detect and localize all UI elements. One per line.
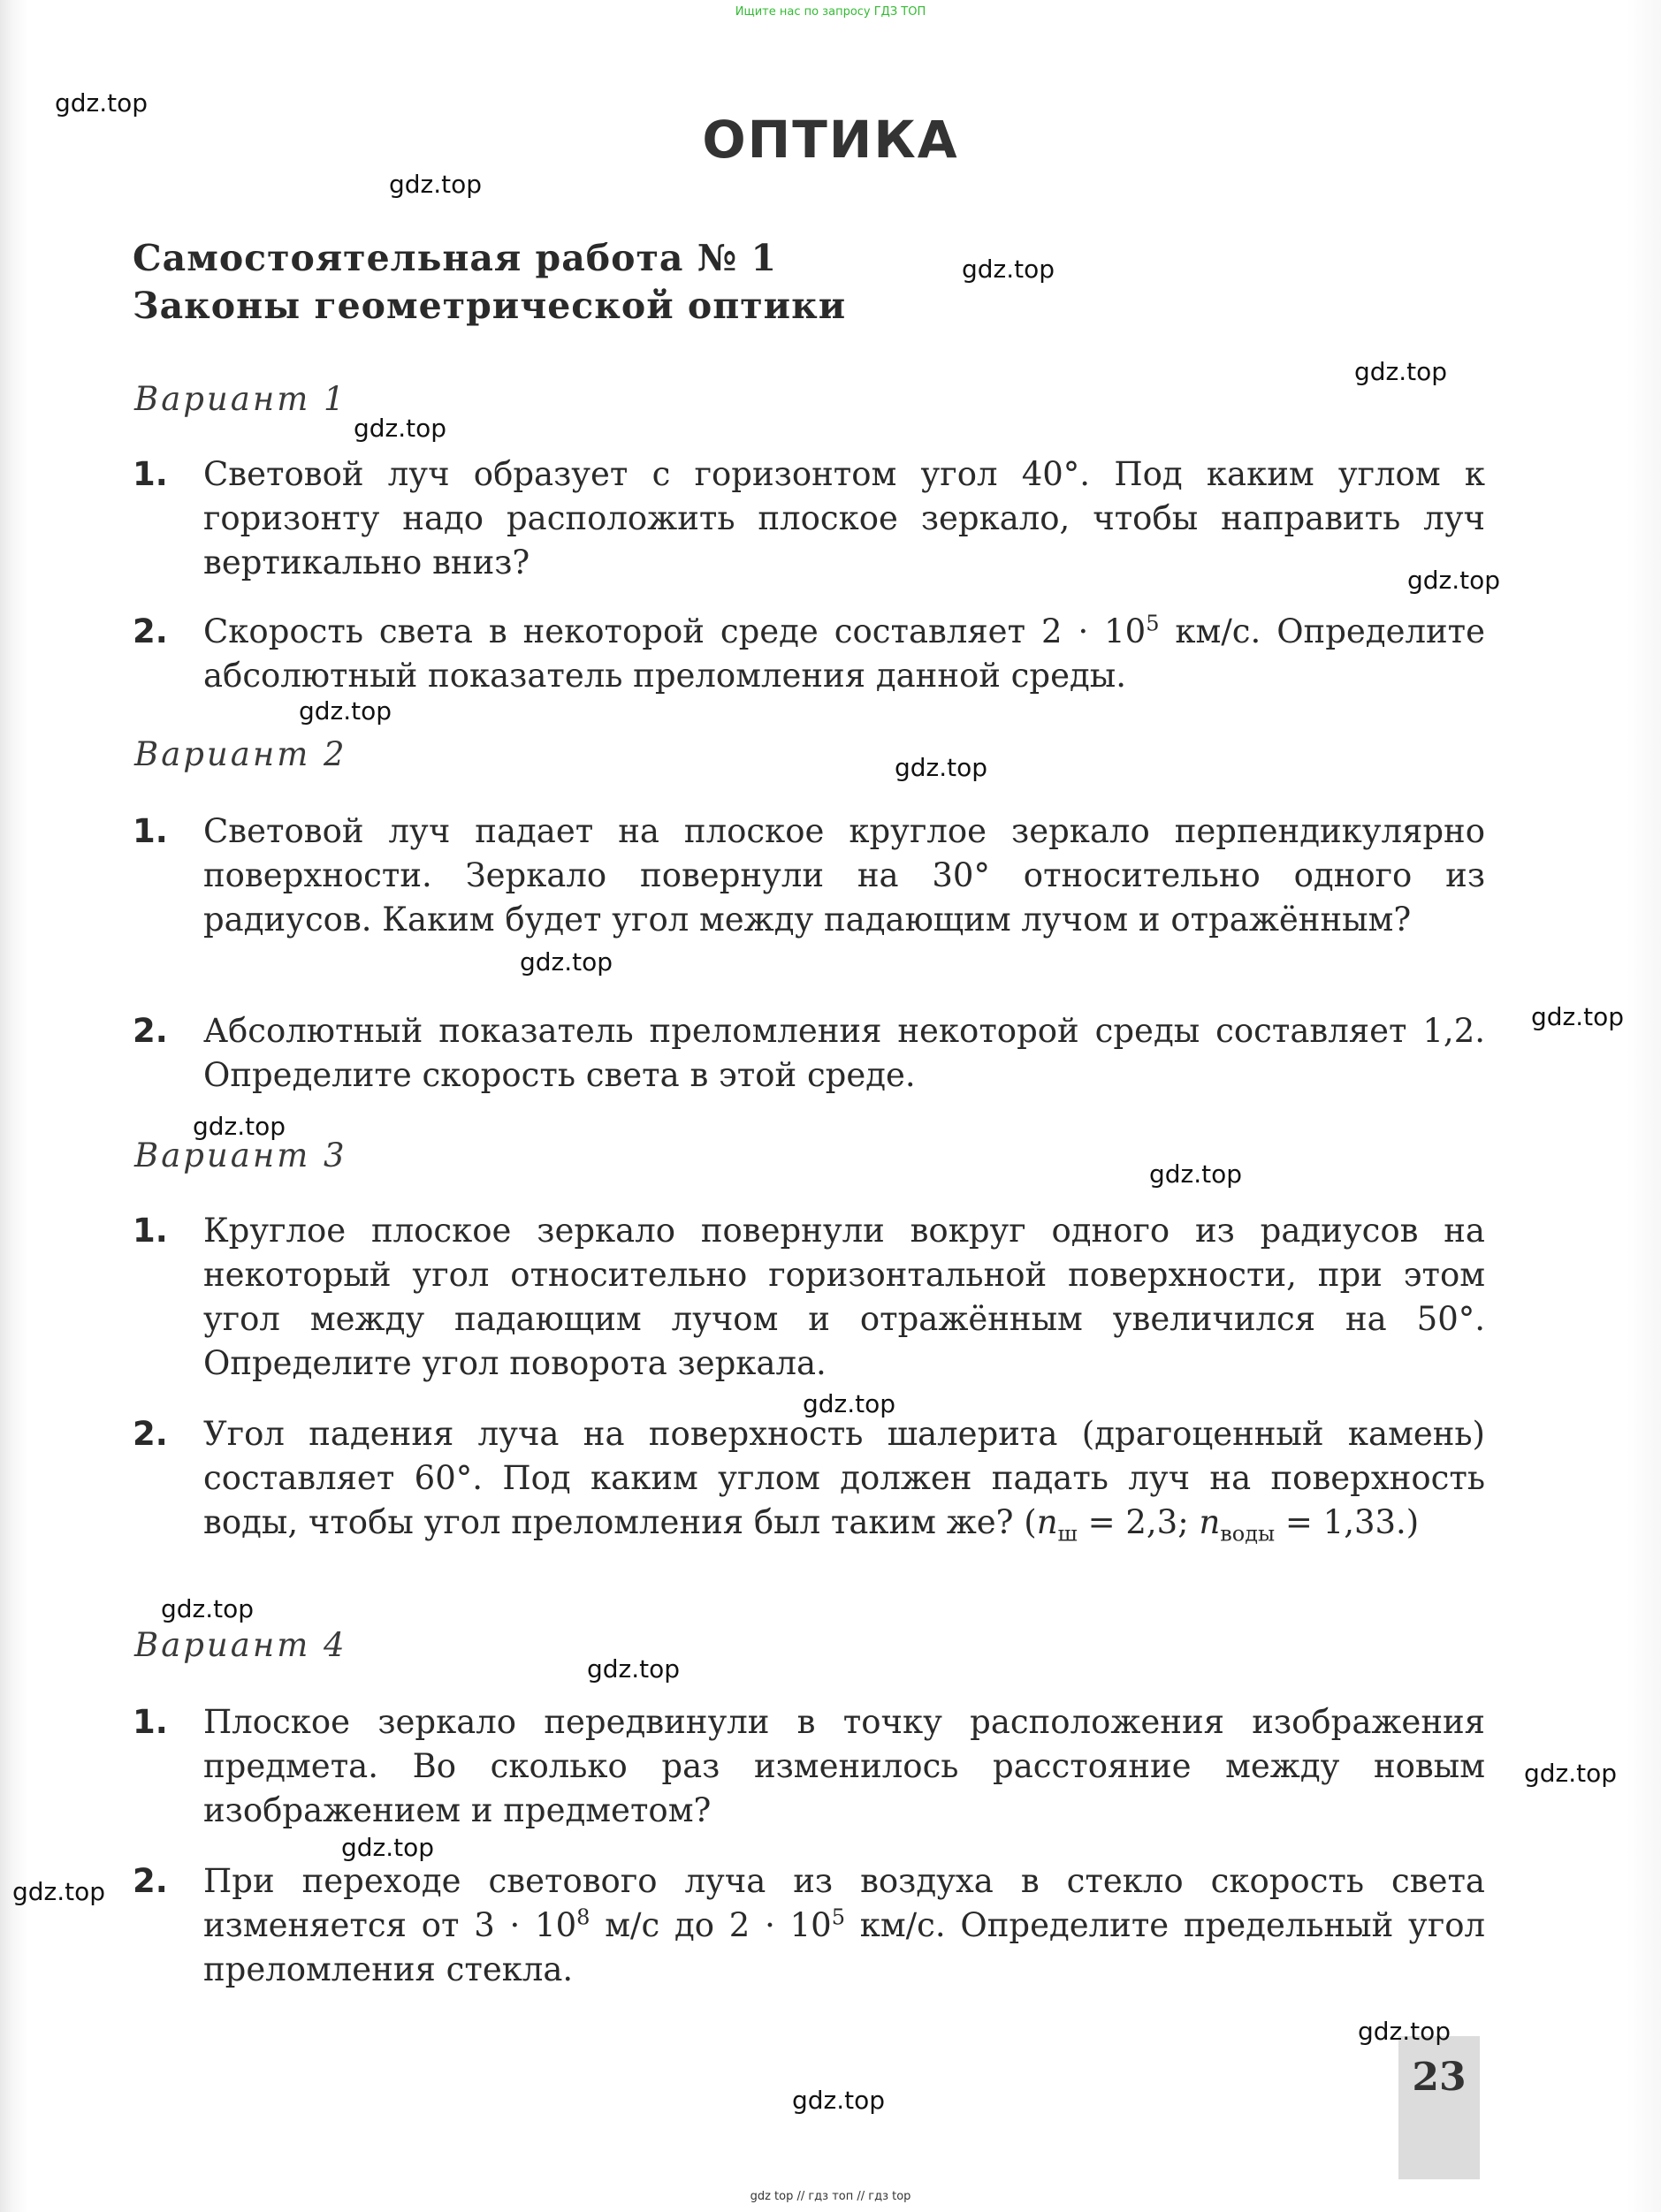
task-text: Абсолютный показатель преломления некоторой среды составляет 1,2. Определите скорость света в этой среде. — [203, 1012, 1485, 1094]
variant-1-task-1 — [133, 452, 1485, 585]
work-title: Самостоятельная работа № 1 — [133, 237, 778, 279]
task-text: Световой луч образует с горизонтом угол 40°. Под каким углом к горизонту надо расположить плоское зеркало, чтобы направить луч вертикально вниз? — [203, 455, 1485, 582]
watermark: gdz.top — [962, 255, 1055, 284]
watermark: gdz.top — [1358, 2017, 1451, 2046]
task-number: 1. — [133, 812, 168, 850]
watermark: gdz.top — [803, 1389, 896, 1418]
task-text: Круглое плоское зеркало повернули вокруг одного из радиусов на некоторый угол относительно горизонтальной поверхности, при этом угол между падающим лучом и отражённым увеличился на 50°. Определите угол поворота зеркала. — [203, 1212, 1485, 1382]
work-subtitle: Законы геометрической оптики — [133, 285, 847, 327]
watermark: gdz.top — [520, 947, 613, 977]
watermark: gdz.top — [587, 1654, 681, 1684]
chapter-title: ОПТИКА — [702, 110, 959, 170]
watermark: gdz.top — [299, 696, 392, 726]
variant-4-label: Вариант 4 — [134, 1626, 347, 1664]
task-number: 2. — [133, 1862, 168, 1900]
variant-3-label: Вариант 3 — [134, 1136, 347, 1174]
task-text: При переходе светового луча из воздуха в стекло скорость света изменяется от $3 \cdot 10^8$ м/с до $2 \cdot 10^5$ км/с. Определите предельный угол преломления стекла. — [203, 1862, 1485, 1988]
watermark: gdz.top — [1354, 357, 1448, 386]
header-note[interactable]: Ищите нас по запросу ГДЗ ТОП — [735, 5, 926, 19]
variant-2-task-1 — [133, 810, 1485, 942]
watermark: gdz.top — [55, 88, 149, 118]
task-number: 1. — [133, 455, 168, 493]
task-number: 2. — [133, 612, 168, 650]
task-number: 2. — [133, 1012, 168, 1050]
watermark: gdz.top — [193, 1112, 286, 1141]
watermark: gdz.top — [354, 414, 447, 443]
refractive-index-formula: ($n_ш = 2,3$; $n_{воды} = 1,33$.) — [1024, 1503, 1420, 1547]
task-number: 1. — [133, 1703, 168, 1741]
task-text: Скорость света в некоторой среде составляет $2 \cdot 10^5$ км/с. Определите абсолютный показатель преломления данной среды. — [203, 611, 1485, 695]
variant-1-task-2 — [133, 610, 1485, 698]
task-number: 2. — [133, 1415, 168, 1453]
watermark: gdz.top — [1149, 1159, 1243, 1189]
variant-4-task-2 — [133, 1859, 1485, 1992]
watermark: gdz.top — [389, 170, 483, 199]
watermark: gdz.top — [1531, 1002, 1625, 1031]
variant-1-label: Вариант 1 — [134, 380, 347, 418]
task-text: Световой луч падает на плоское круглое зеркало перпендикулярно поверхности. Зеркало повернули на 30° относительно одного из радиусов. Каким будет угол между падающим лучом и отражённым? — [203, 812, 1485, 939]
watermark: gdz.top — [341, 1833, 435, 1862]
watermark: gdz.top — [792, 2086, 886, 2115]
watermark: gdz.top — [12, 1877, 106, 1906]
variant-2-task-2 — [133, 1009, 1485, 1098]
variant-3-task-2 — [133, 1412, 1485, 1545]
task-number: 1. — [133, 1212, 168, 1250]
page-number: 23 — [1412, 2055, 1467, 2100]
watermark: gdz.top — [1524, 1759, 1618, 1788]
watermark: gdz.top — [895, 753, 988, 782]
variant-3-task-1 — [133, 1209, 1485, 1386]
variant-4-task-1 — [133, 1700, 1485, 1833]
variant-2-label: Вариант 2 — [134, 735, 347, 773]
footer-note[interactable]: gdz top // гдз топ // гдз top — [750, 2190, 911, 2203]
watermark: gdz.top — [161, 1594, 255, 1623]
task-text: Плоское зеркало передвинули в точку расположения изображения предмета. Во сколько раз изменилось расстояние между новым изображением и предметом? — [203, 1703, 1485, 1829]
watermark: gdz.top — [1407, 566, 1501, 595]
task-text: Угол падения луча на поверхность шалерита (драгоценный камень) составляет 60°. Под каким углом должен падать луч на поверхность воды, чтобы угол преломления был таким же? ($n_ш = 2,3$; $n_{воды} = 1,33$.) — [203, 1415, 1485, 1547]
